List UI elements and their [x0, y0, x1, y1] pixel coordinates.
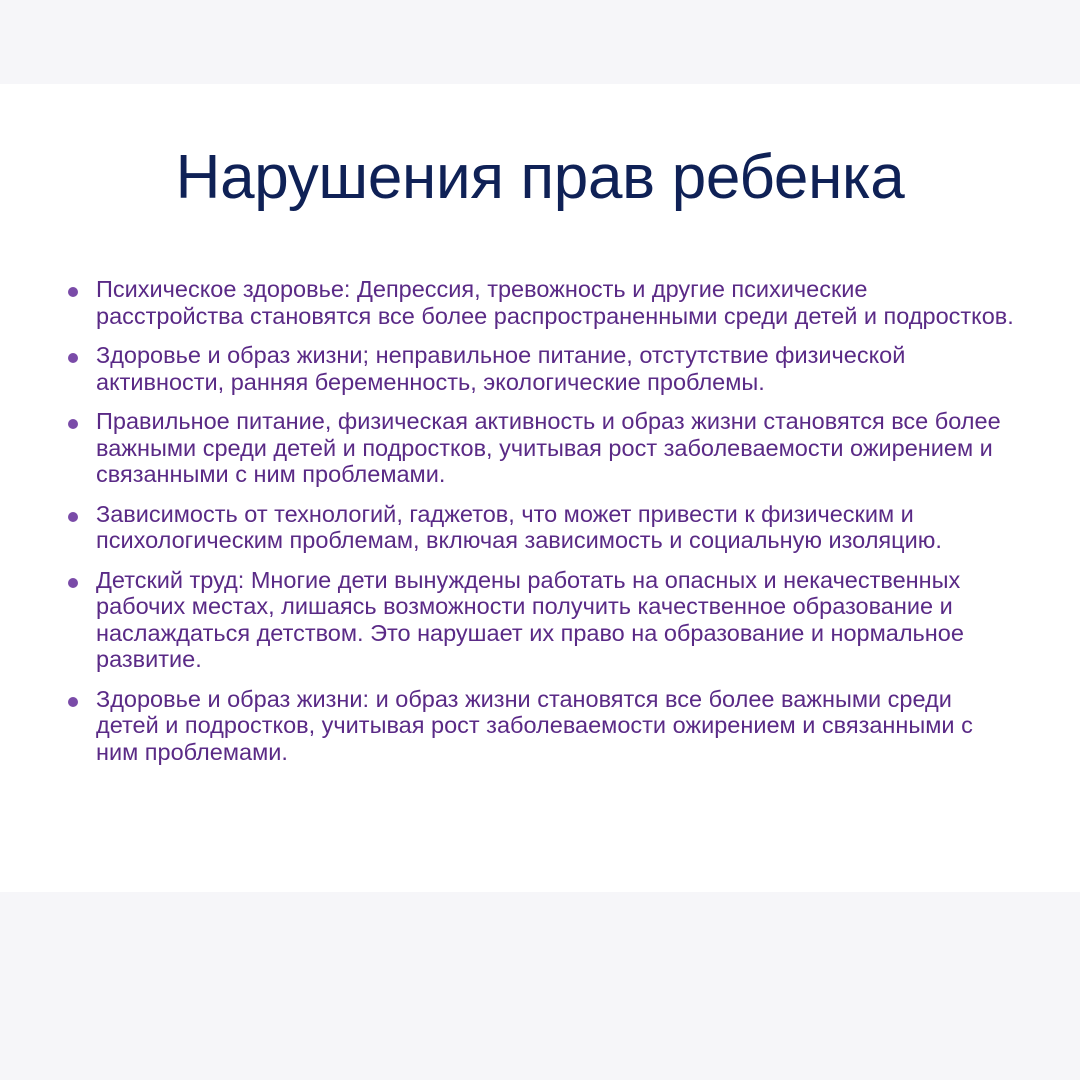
list-item [64, 501, 1014, 554]
list-item [64, 567, 1014, 673]
bullet-list [64, 276, 1014, 778]
slide-title: Нарушения прав ребенка [175, 143, 905, 212]
bullet-dot-icon [68, 287, 78, 297]
list-item [64, 342, 1014, 395]
list-item [64, 686, 1014, 766]
bullet-dot-icon [68, 353, 78, 363]
bullet-text: Здоровье и образ жизни; неправильное питание, отстутствие физической активности, ранняя беременность, экологические проблемы. [96, 342, 906, 395]
bullet-dot-icon [68, 578, 78, 588]
bullet-text: Здоровье и образ жизни: и образ жизни становятся все более важными среди детей и подростков, учитывая рост заболеваемости ожирением и связанными с ним проблемами. [96, 685, 973, 765]
bullet-dot-icon [68, 419, 78, 429]
bullet-text: Правильное питание, физическая активность и образ жизни становятся все более важными среди детей и подростков, учитывая рост заболеваемости ожирением и связанными с ним проблемами. [96, 408, 1001, 487]
list-item [64, 408, 1014, 488]
list-item [64, 276, 1014, 329]
bullet-dot-icon [68, 697, 78, 707]
bullet-text: Зависимость от технологий, гаджетов, что может привести к физическим и психологическим проблемам, включая зависимость и социальную изоляцию. [96, 500, 942, 553]
bullet-text: Психическое здоровье: Депрессия, тревожность и другие психические расстройства становятся все более распространенными среди детей и подростков. [96, 276, 1014, 329]
slide [0, 84, 1080, 892]
bullet-text: Детский труд: Многие дети вынуждены работать на опасных и некачественных рабочих местах, лишаясь возможности получить качественное образование и наслаждаться детством. Это нарушает их право на образование и нормальное развитие. [96, 566, 964, 672]
bullet-dot-icon [68, 512, 78, 522]
